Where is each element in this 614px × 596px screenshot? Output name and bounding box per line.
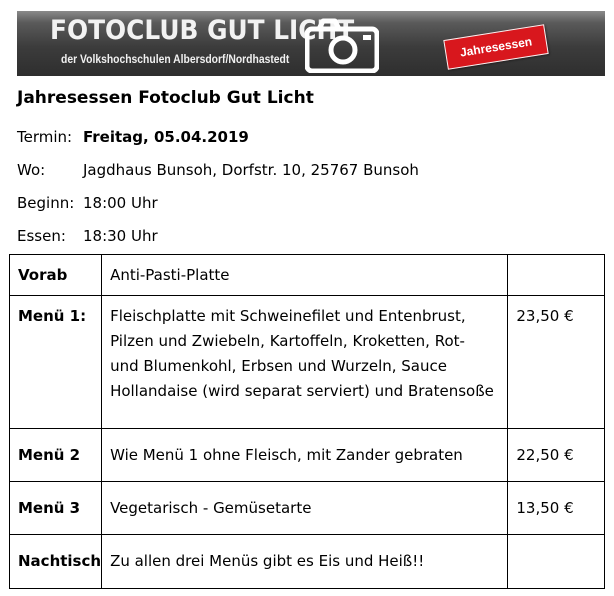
course-label: Nachtisch xyxy=(18,552,102,570)
wo-value: Jagdhaus Bunsoh, Dorfstr. 10, 25767 Bunsoh xyxy=(83,161,419,179)
description-line: und Blumenkohl, Erbsen und Wurzeln, Sauce xyxy=(110,357,447,375)
course-description xyxy=(102,296,507,404)
description-line: Hollandaise (wird separat serviert) und Bratensoße xyxy=(110,382,494,400)
course-price: 23,50 € xyxy=(516,307,574,325)
beginn-row xyxy=(17,194,158,212)
wo-label: Wo: xyxy=(17,161,46,179)
description-line: Anti-Pasti-Platte xyxy=(110,266,230,284)
table-row xyxy=(10,296,605,429)
description-line: Zu allen drei Menüs gibt es Eis und Heiß!! xyxy=(110,552,425,570)
course-label: Menü 3 xyxy=(18,498,81,517)
jahresessen-stamp: Jahresessen xyxy=(443,24,548,70)
table-row xyxy=(10,535,605,589)
wo-row xyxy=(17,161,419,179)
table-row xyxy=(10,482,605,535)
header-banner xyxy=(17,11,605,76)
course-description xyxy=(102,443,507,468)
course-description xyxy=(102,549,507,574)
essen-value: 18:30 Uhr xyxy=(83,227,158,245)
beginn-label: Beginn: xyxy=(17,194,75,212)
termin-row xyxy=(17,128,249,146)
camera-icon xyxy=(305,17,379,73)
course-label: Menü 2 xyxy=(18,445,81,464)
course-label: Menü 1: xyxy=(18,307,87,325)
club-title: FOTOCLUB GUT LICHT xyxy=(50,15,355,46)
termin-value: Freitag, 05.04.2019 xyxy=(83,128,249,146)
table-row xyxy=(10,255,605,296)
page-title: Jahresessen Fotoclub Gut Licht xyxy=(17,88,314,108)
course-price xyxy=(508,255,604,263)
club-subtitle: der Volkshochschulen Albersdorf/Nordhastedt xyxy=(61,54,290,66)
description-line: Pilzen und Zwiebeln, Kartoffeln, Kroketten, Rot- xyxy=(110,332,465,350)
essen-row xyxy=(17,227,158,245)
course-description xyxy=(102,255,507,288)
course-price: 13,50 € xyxy=(516,498,574,517)
menu-table xyxy=(9,254,605,589)
course-label: Vorab xyxy=(18,266,68,284)
course-price: 22,50 € xyxy=(516,445,574,464)
essen-label: Essen: xyxy=(17,227,66,245)
description-line: Wie Menü 1 ohne Fleisch, mit Zander gebraten xyxy=(110,445,463,464)
table-row xyxy=(10,429,605,482)
description-line: Vegetarisch - Gemüsetarte xyxy=(110,498,312,517)
course-description xyxy=(102,496,507,521)
beginn-value: 18:00 Uhr xyxy=(83,194,158,212)
description-line: Fleischplatte mit Schweinefilet und Entenbrust, xyxy=(110,307,466,325)
termin-label: Termin: xyxy=(17,128,73,146)
